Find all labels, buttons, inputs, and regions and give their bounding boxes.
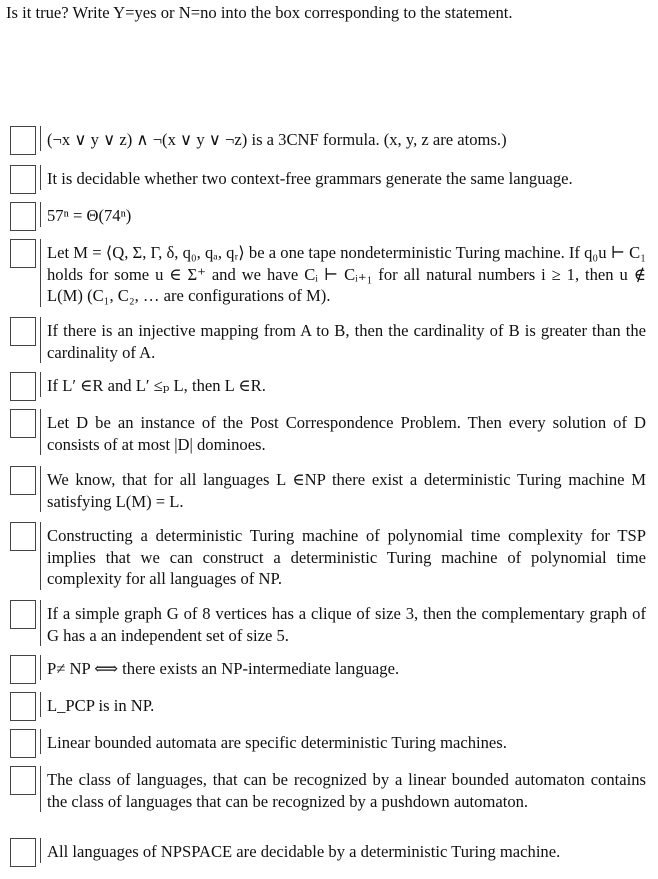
statement-1 (10, 126, 646, 158)
statement-12 (10, 692, 646, 722)
answer-box-5[interactable] (10, 317, 36, 346)
statement-text-1: (¬x ∨ y ∨ z) ∧ ¬(x ∨ y ∨ ¬z) is a 3CNF formula. (x, y, z are atoms.) (40, 126, 646, 151)
statement-text-9: Constructing a deterministic Turing machine of polynomial time complexity for TSP implies that we can construct a deterministic Turing machine of polynomial time complexity for all languages of NP. (40, 522, 646, 590)
answer-box-1[interactable] (10, 126, 36, 155)
answer-box-10[interactable] (10, 600, 36, 629)
statement-11 (10, 655, 646, 685)
answer-box-4[interactable] (10, 239, 36, 268)
statement-text-2: It is decidable whether two context-free grammars generate the same language. (40, 165, 646, 190)
answer-box-14[interactable] (10, 766, 36, 795)
statement-text-6: If L′ ∈R and L′ ≤ₚ L, then L ∈R. (40, 372, 646, 397)
statement-4 (10, 239, 646, 311)
statement-text-11: P≠ NP ⟺ there exists an NP-intermediate language. (40, 655, 646, 680)
answer-box-6[interactable] (10, 372, 36, 401)
statement-text-10: If a simple graph G of 8 vertices has a clique of size 3, then the complementary graph of G has a an independent set of size 5. (40, 600, 646, 646)
statement-text-7: Let D be an instance of the Post Correspondence Problem. Then every solution of D consists of at most |D| dominoes. (40, 409, 646, 455)
answer-box-8[interactable] (10, 466, 36, 495)
answer-box-11[interactable] (10, 655, 36, 684)
statement-9 (10, 522, 646, 594)
statement-14 (10, 766, 646, 838)
answer-box-9[interactable] (10, 522, 36, 551)
statement-text-4: Let M = ⟨Q, Σ, Γ, δ, q₀, qₐ, qᵣ⟩ be a one tape nondeterministic Turing machine. If q₀u ⊢ C₁ holds for some u ∈ Σ⁺ and we have Cᵢ ⊢ Cᵢ₊₁ for all natural numbers i ≥ 1, then u ∉ L(M) (C₁, C₂, … are configurations of M). (40, 239, 646, 307)
statement-text-13: Linear bounded automata are specific deterministic Turing machines. (40, 729, 646, 754)
answer-box-15[interactable] (10, 838, 36, 867)
statement-7 (10, 409, 646, 459)
statement-10 (10, 600, 646, 650)
answer-box-2[interactable] (10, 165, 36, 194)
statement-text-14: The class of languages, that can be recognized by a linear bounded automaton contains the class of languages that can be recognized by a pushdown automaton. (40, 766, 646, 812)
statement-3 (10, 202, 646, 232)
statement-5 (10, 317, 646, 367)
answer-box-7[interactable] (10, 409, 36, 438)
statement-2 (10, 165, 646, 195)
statement-text-3: 57ⁿ = Θ(74ⁿ) (40, 202, 646, 227)
statement-15 (10, 838, 646, 868)
answer-box-12[interactable] (10, 692, 36, 721)
statement-8 (10, 466, 646, 516)
statement-6 (10, 372, 646, 402)
statement-13 (10, 729, 646, 759)
instruction: Is it true? Write Y=yes or N=no into the box corresponding to the statement. (6, 3, 513, 22)
statement-text-15: All languages of NPSPACE are decidable by a deterministic Turing machine. (40, 838, 646, 863)
statement-text-12: L_PCP is in NP. (40, 692, 646, 717)
statement-text-5: If there is an injective mapping from A to B, then the cardinality of B is greater than the cardinality of A. (40, 317, 646, 363)
answer-box-3[interactable] (10, 202, 36, 231)
answer-box-13[interactable] (10, 729, 36, 758)
statement-text-8: We know, that for all languages L ∈NP there exist a deterministic Turing machine M satisfying L(M) = L. (40, 466, 646, 512)
